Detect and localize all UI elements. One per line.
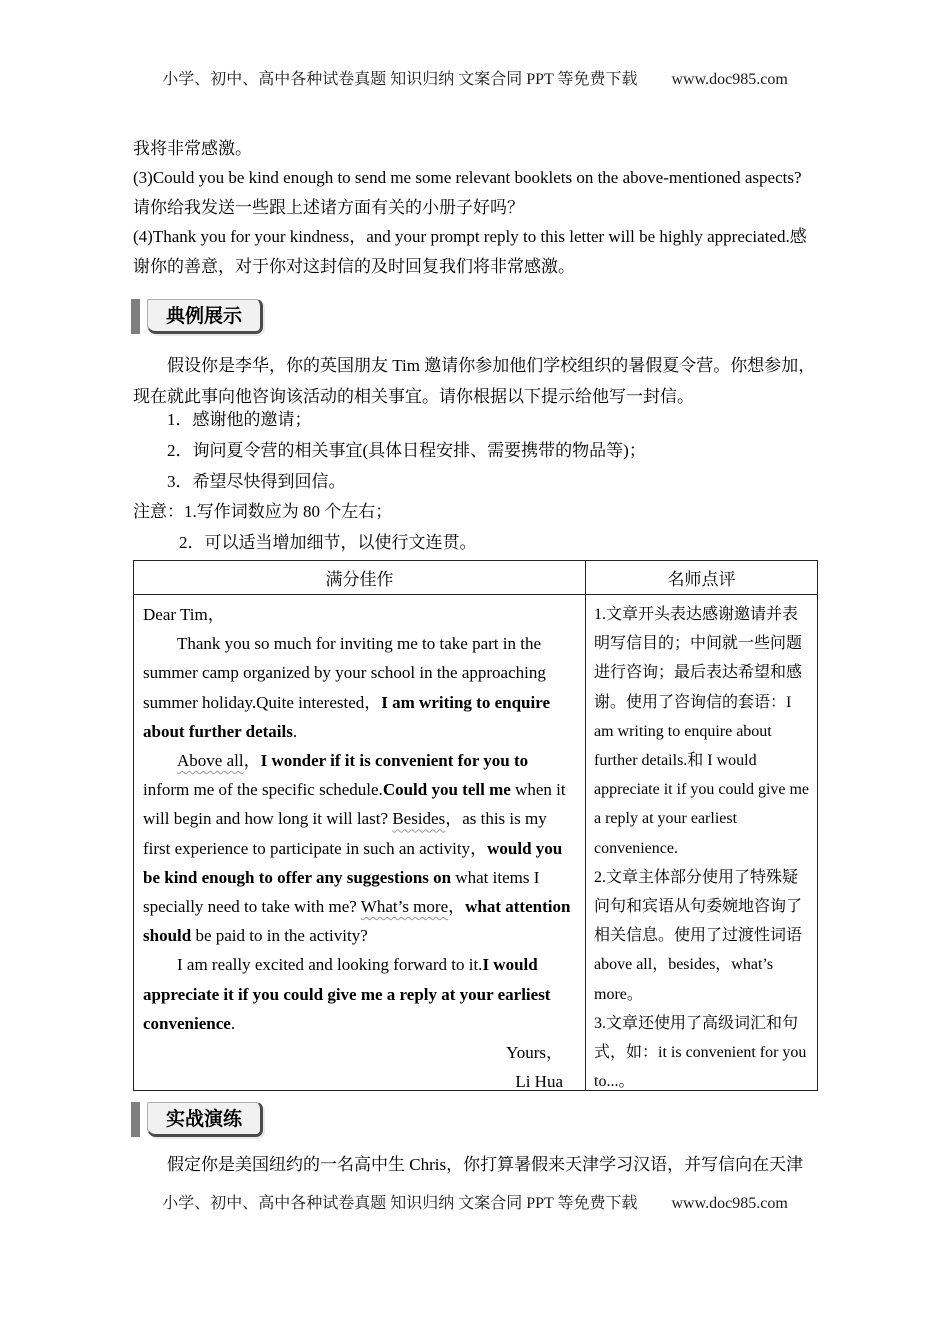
header-text: 小学、初中、高中各种试卷真题 知识归纳 文案合同 PPT 等免费下载 bbox=[162, 71, 638, 88]
header-url: www.doc985.com bbox=[671, 71, 788, 88]
essay-paragraph bbox=[143, 629, 577, 746]
essay-text-segment: I wonder if it is convenient for you to bbox=[260, 751, 529, 771]
essay-text-segment: ， bbox=[448, 897, 466, 917]
essay-text-segment: Could you tell me bbox=[382, 780, 511, 800]
essay-text-segment: What’s more bbox=[360, 897, 449, 917]
footer-url: www.doc985.com bbox=[671, 1195, 788, 1212]
intro-block bbox=[133, 134, 823, 281]
table-header-row bbox=[134, 561, 817, 595]
essay-signature: Li Hua bbox=[515, 1072, 563, 1090]
essay-text-segment: ， bbox=[243, 751, 261, 771]
example-points bbox=[133, 405, 821, 559]
intro-line: 请你给我发送一些跟上述诸方面有关的小册子好吗？ bbox=[133, 197, 524, 217]
table-header-comments: 名师点评 bbox=[667, 570, 736, 589]
essay-text-segment: . bbox=[230, 1013, 236, 1033]
intro-line: 我将非常感激。 bbox=[133, 139, 252, 158]
point-item: 3．希望尽快得到回信。 bbox=[167, 471, 346, 491]
essay-text-segment: . bbox=[292, 721, 298, 741]
notes-line bbox=[133, 497, 821, 528]
model-essay-table bbox=[133, 560, 818, 1091]
badge-accent-bar bbox=[131, 299, 140, 334]
essay-text-segment: would you be kind enough to offer any suggestions on bbox=[143, 838, 563, 887]
section-badge-example bbox=[131, 299, 263, 334]
comment-item: 3.文章还使用了高级词汇和句式，如：it is convenient for you to...。 bbox=[594, 1014, 807, 1090]
point-item: 1．感谢他的邀请； bbox=[167, 410, 312, 429]
page-footer bbox=[0, 1190, 950, 1213]
table-header-essay: 满分佳作 bbox=[134, 561, 586, 594]
essay-paragraph bbox=[143, 746, 577, 950]
notes-label: 注意： bbox=[133, 502, 184, 522]
essay-text-segment: ，as this is my first experience to participate in such an activity， bbox=[143, 809, 547, 858]
essay-text-segment: be paid to in the activity? bbox=[191, 926, 368, 946]
footer-text: 小学、初中、高中各种试卷真题 知识归纳 文案合同 PPT 等免费下载 bbox=[162, 1195, 638, 1212]
comment-item: 2.文章主体部分使用了特殊疑问句和宾语从句委婉地咨询了相关信息。使用了过渡性词语 above all，besides，what’s more。 bbox=[594, 868, 803, 1003]
essay-text-segment: Besides bbox=[392, 809, 446, 829]
practice-prompt: 假定你是美国纽约的一名高中生 Chris，你打算暑假来天津学习汉语，并写信向在天津 bbox=[167, 1155, 804, 1174]
badge-accent-bar bbox=[131, 1102, 140, 1137]
page-header bbox=[0, 66, 950, 89]
note-item: 1.写作词数应为 80 个左右； bbox=[184, 502, 393, 522]
section-badge-practice bbox=[131, 1102, 263, 1137]
essay-text-segment: what attention should bbox=[143, 897, 571, 946]
badge-label: 实战演练 bbox=[147, 1102, 263, 1137]
essay-text-segment: I would appreciate it if you could give me a reply at your earliest convenience bbox=[143, 955, 551, 1033]
essay-cell bbox=[134, 595, 586, 1090]
note-item: 2．可以适当增加细节，以使行文连贯。 bbox=[179, 533, 477, 553]
comment-item: 1.文章开头表达感谢邀请并表明写信目的；中间就一些问题进行咨询；最后表达希望和感谢。使用了咨询信的套语：I am writing to enquire about further details.和 I would appreciate it if you could give me a reply at your earliest convenience. bbox=[594, 606, 810, 857]
essay-text-segment: I am writing to enquire about further details bbox=[143, 692, 551, 741]
essay-closing: Yours， bbox=[506, 1043, 563, 1063]
comments-cell bbox=[586, 595, 817, 1090]
point-item: 2．询问夏令营的相关事宜(具体日程安排、需要携带的物品等)； bbox=[167, 440, 646, 460]
essay-text-segment: inform me of the specific schedule. bbox=[143, 780, 383, 800]
essay-text-segment: what items I specially need to take with me? bbox=[143, 867, 540, 917]
table-body-row bbox=[134, 595, 817, 1090]
example-prompt: 假设你是李华，你的英国朋友 Tim 邀请你参加他们学校组织的暑假夏令营。你想参加，现在就此事向他咨询该活动的相关事宜。请你根据以下提示给他写一封信。 bbox=[133, 356, 816, 406]
essay-text-segment: Thank you so much for inviting me to take part in the summer camp organized by your school in the approaching summer holiday.Quite interested， bbox=[143, 634, 546, 712]
essay-text-segment: I am really excited and looking forward to it. bbox=[177, 955, 483, 975]
essay-salutation: Dear Tim， bbox=[143, 605, 225, 624]
intro-line: (4)Thank you for your kindness，and your prompt reply to this letter will be highly appreciated.感谢你的善意，对于你对这封信的及时回复我们将非常感激。 bbox=[133, 227, 807, 276]
essay-text-segment: when it will begin and how long it will last? bbox=[143, 780, 566, 829]
essay-paragraph bbox=[143, 950, 577, 1038]
badge-label: 典例展示 bbox=[147, 299, 263, 334]
essay-text-segment: Above all bbox=[177, 751, 244, 771]
intro-line: (3)Could you be kind enough to send me some relevant booklets on the above-mentioned aspects? bbox=[133, 168, 802, 188]
